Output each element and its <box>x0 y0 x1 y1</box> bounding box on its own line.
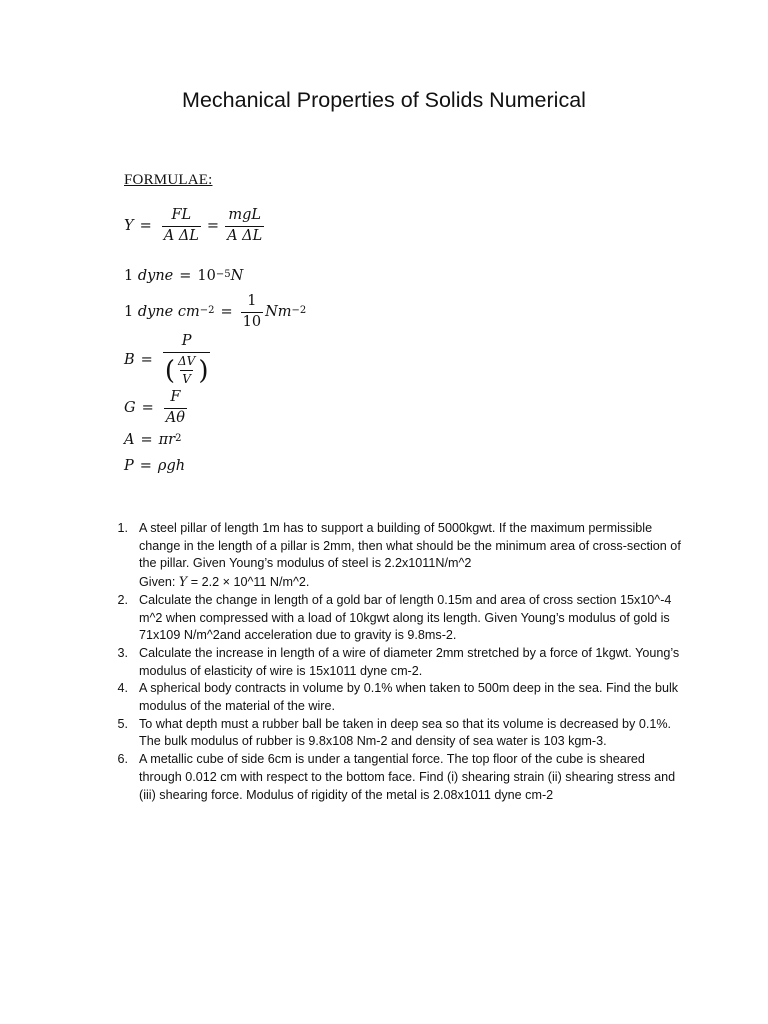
dyne-cm-lhs-number: 1 <box>124 304 134 321</box>
list-item-number: 4. <box>117 681 128 696</box>
young-frac2-numerator: mgL <box>228 207 261 223</box>
list-item-text: A steel pillar of length 1m has to support a building of 5000kgwt. If the maximum permissible change in the length of a pillar is 2mm, then what should be the minimum area of cross-section of the pillar. Given Young’s modulus of steel is 2.2x1011N/m^2 <box>139 521 681 571</box>
dyne-cm-unit: dyne cm <box>137 304 200 321</box>
list-item-number: 1. <box>117 521 128 535</box>
young-fraction-1 <box>162 208 201 245</box>
area-lhs: A <box>124 432 135 448</box>
dyne-lhs-number: 1 <box>124 268 134 284</box>
young-frac1-denominator: A ΔL <box>163 227 199 244</box>
formula-dyne-per-cm2: 1 dyne cm $^{-2}$ = $\frac{1}{10}$ Nm $^{-2}$ <box>124 293 307 330</box>
dyne-cm-frac-denominator: 10 <box>242 313 262 330</box>
young-lhs: Y <box>124 218 134 235</box>
bulk-denominator: ( $\frac{\Delta V}{V}$ ) <box>164 353 209 387</box>
formula-pressure: P = ρgh <box>124 458 186 474</box>
formula-dyne: 1 dyne = 10 $^{-5}$ N <box>124 268 244 284</box>
dyne-cm-rhs-unit: Nm <box>265 304 292 321</box>
list-item-text: A spherical body contracts in volume by 0.1% when taken to 500m deep in the sea. Find the bulk modulus of the material of the wire. <box>139 681 679 714</box>
bulk-lhs: B <box>124 352 135 369</box>
formulae-heading: FORMULAE: <box>124 172 213 188</box>
list-item-number: 3. <box>117 645 128 660</box>
list-item-text: Calculate the change in length of a gold bar of length 0.15m and area of cross section 15x10^-4 m^2 when compressed with a load of 10kgwt along its length. Given Young’s modulus of gold is 71x109 N/m^2and acceleration due to gravity is 9.8ms-2. <box>139 592 672 643</box>
given-value: = 2.2 × 10^11 N/m^2. <box>187 575 310 590</box>
bulk-inner-numerator: ΔV <box>177 353 196 368</box>
list-item <box>108 592 683 645</box>
given-symbol: Y <box>178 574 188 590</box>
list-item-text: A metallic cube of side 6cm is under a tangential force. The top floor of the cube is sheared through 0.012 cm with respect to the bottom face. Find (i) shearing strain (ii) shearing stress and (iii) shearing force. Modulus of rigidity of the metal is 2.08x1011 dyne cm-2 <box>139 752 676 802</box>
given-label: Given: <box>139 575 176 590</box>
area-rhs: πr <box>158 432 176 448</box>
list-item-text: Calculate the increase in length of a wire of diameter 2mm stretched by a force of 1kgwt. Young’s modulus of elasticity of wire is 15x1011 dyne cm-2. <box>139 645 680 678</box>
rigidity-denominator: Aθ <box>165 409 185 426</box>
list-item <box>108 520 683 592</box>
list-item <box>108 645 683 680</box>
list-item-text: To what depth must a rubber ball be taken in deep sea so that its volume is decreased by 0.1%. The bulk modulus of rubber is 9.8x108 Nm-2 and density of sea water is 103 kgm-3. <box>139 716 672 749</box>
formula-area: A = πr $^2$ <box>124 432 182 448</box>
young-frac1-numerator: FL <box>171 207 192 223</box>
young-fraction-2 <box>225 208 264 245</box>
list-item <box>108 751 683 804</box>
dyne-unit: dyne <box>137 268 174 284</box>
list-item-number: 2. <box>117 592 128 607</box>
rigidity-numerator: F <box>170 389 181 405</box>
list-item-number: 5. <box>117 716 128 731</box>
list-item-number: 6. <box>117 752 128 767</box>
rigidity-lhs: G <box>124 400 136 417</box>
bulk-inner-denominator: V <box>182 372 191 387</box>
pressure-rhs: ρgh <box>157 458 186 474</box>
dyne-cm-fraction <box>241 294 263 331</box>
problem-list <box>108 520 683 804</box>
bulk-numerator: P <box>181 333 192 349</box>
page-title: Mechanical Properties of Solids Numerical <box>182 88 586 112</box>
formula-young-modulus: Y = $\frac{FL}{\text{A ΔL}}$ = $\frac{\text{mgL}}{\text{A ΔL}}$ <box>124 207 263 244</box>
bulk-fraction <box>163 334 211 386</box>
list-item <box>108 680 683 715</box>
bulk-inner-fraction <box>176 355 197 386</box>
dyne-rhs-unit: N <box>230 268 244 284</box>
dyne-cm-frac-numerator: 1 <box>247 293 257 309</box>
formula-rigidity-modulus: G = $\frac{F}{A\theta}$ <box>124 389 185 426</box>
rigidity-fraction <box>164 390 187 427</box>
formula-bulk-modulus: B = P ( $\frac{\Delta V}{V}$ ) <box>124 333 209 387</box>
pressure-lhs: P <box>124 458 134 474</box>
young-frac2-denominator: A ΔL <box>227 227 263 244</box>
dyne-rhs-base: 10 <box>197 268 216 284</box>
list-item <box>108 716 683 751</box>
